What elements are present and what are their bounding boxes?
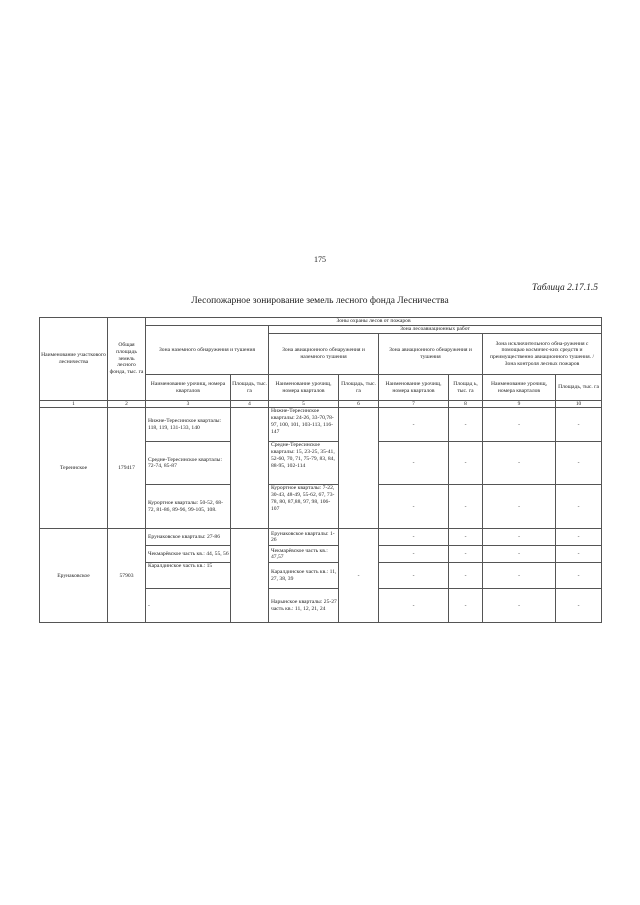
aviation-ground-area-cell: - — [339, 529, 379, 623]
column-number: 2 — [108, 401, 146, 408]
area-cell: 179417 — [108, 408, 146, 529]
header-aviation-zone: Зона авиационного обнаружения и тушения — [379, 334, 483, 375]
dash-cell: - — [556, 563, 602, 589]
aviation-ground-cell: Ерунаковское кварталы: 1-26 — [269, 529, 339, 546]
ground-zone-cell: Средне-Тересинское кварталы: 72-74, 85-87 — [146, 442, 231, 485]
ground-zone-cell: Чекмарёвское часть кв.: 44, 55, 56 — [146, 546, 231, 563]
header-sub-names: Наименование урочищ, номера кварталов — [379, 375, 449, 401]
aviation-ground-cell: Нарынское кварталы: 25-27 часть кв.: 11, 12, 21, 24 — [269, 589, 339, 623]
fire-zoning-table — [39, 317, 602, 623]
header-sub-area: Площадь, тыс. га — [231, 375, 269, 401]
dash-cell: - — [379, 408, 449, 442]
table-label: Таблица 2.17.1.5 — [532, 283, 598, 293]
dash-cell: - — [449, 589, 483, 623]
dash-cell: - — [556, 442, 602, 485]
header-sub-names: Наименование урочищ, номера кварталов — [146, 375, 231, 401]
table-row — [40, 529, 602, 546]
dash-cell: - — [379, 485, 449, 529]
header-aviation-ground-zone: Зона авиационного обнаружения и наземного тушения — [269, 334, 379, 375]
ground-area-cell — [231, 529, 269, 623]
column-number: 9 — [483, 401, 556, 408]
dash-cell: - — [449, 529, 483, 546]
dash-cell: - — [556, 546, 602, 563]
dash-cell: - — [379, 589, 449, 623]
column-number: 8 — [449, 401, 483, 408]
header-sub-names: Наименование урочищ, номера кварталов — [483, 375, 556, 401]
header-sub-names: Наименование урочищ, номера кварталов — [269, 375, 339, 401]
dash-cell: - — [556, 485, 602, 529]
column-number: 5 — [269, 401, 339, 408]
aviation-ground-cell: Курортное кварталы: 7-22, 30-43, 48-49, 55-62, 67, 73-78, 80, 87,88, 97, 98, 106-107 — [269, 485, 339, 529]
column-number: 7 — [379, 401, 449, 408]
header-space-zone: Зона исключительного обна-ружения с помощью космичес-ких средств и преимущественно авиационного тушения. / Зона контроля лесных пожаров — [483, 334, 602, 375]
ground-zone-cell: - — [146, 589, 231, 623]
ground-area-cell — [231, 408, 269, 529]
ground-zone-cell: Нижне-Тересинское кварталы: 118, 119, 131-133, 140 — [146, 408, 231, 442]
aviation-ground-cell: Каралдинское часть кв.: 11, 27, 38, 39 — [269, 563, 339, 589]
dash-cell: - — [483, 589, 556, 623]
header-sub-area: Площад ь, тыс. га — [449, 375, 483, 401]
dash-cell: - — [483, 442, 556, 485]
header-ground-zone: Зона наземного обнаружения и тушения — [146, 326, 269, 375]
dash-cell: - — [483, 546, 556, 563]
dash-cell: - — [449, 408, 483, 442]
dash-cell: - — [449, 563, 483, 589]
area-cell: 57903 — [108, 529, 146, 623]
dash-cell: - — [483, 563, 556, 589]
forestry-name-cell: Ерунаковское — [40, 529, 108, 623]
dash-cell: - — [556, 589, 602, 623]
header-sub-area: Площадь, тыс. га — [556, 375, 602, 401]
header-total-area: Общая площадь земель лесного фонда, тыс. га — [108, 318, 146, 401]
header-forestry-name: Наименование участкового лесничества — [40, 318, 108, 401]
aviation-ground-cell: Нижне-Тересинское кварталы: 24-26, 33-70,78-97, 100, 101, 103-113, 116-147 — [269, 408, 339, 442]
dash-cell: - — [379, 563, 449, 589]
aviation-ground-cell: Средне-Тересинское кварталы: 15, 23-25, 35-41, 52-60, 70, 71, 75-79, 83, 84, 88-95, 102-114 — [269, 442, 339, 485]
aviation-ground-area-cell — [339, 408, 379, 529]
ground-zone-cell: Ерунаковское кварталы: 27-86 — [146, 529, 231, 546]
dash-cell: - — [379, 529, 449, 546]
column-number: 4 — [231, 401, 269, 408]
dash-cell: - — [483, 529, 556, 546]
dash-cell: - — [556, 408, 602, 442]
dash-cell: - — [483, 485, 556, 529]
ground-zone-cell: Каралдинское часть кв.: 15 — [146, 563, 231, 589]
dash-cell: - — [379, 546, 449, 563]
header-aviation-zones: Зона лесоавиационных работ — [269, 326, 602, 334]
dash-cell: - — [556, 529, 602, 546]
forestry-name-cell: Тереинское — [40, 408, 108, 529]
dash-cell: - — [449, 485, 483, 529]
dash-cell: - — [449, 546, 483, 563]
column-number: 1 — [40, 401, 108, 408]
aviation-ground-cell: Чекмарёвское часть кв.: 47,57 — [269, 546, 339, 563]
dash-cell: - — [379, 442, 449, 485]
page-number: 175 — [314, 255, 326, 264]
dash-cell: - — [483, 408, 556, 442]
table-title: Лесопожарное зонирование земель лесного фонда Лесничества — [191, 296, 449, 306]
dash-cell: - — [449, 442, 483, 485]
column-number: 10 — [556, 401, 602, 408]
column-number: 6 — [339, 401, 379, 408]
column-number: 3 — [146, 401, 231, 408]
table-row — [40, 408, 602, 442]
ground-zone-cell: Курортное кварталы: 50-52, 68-72, 81-86, 89-96, 99-105, 108. — [146, 485, 231, 529]
header-sub-area: Площадь, тыс. га — [339, 375, 379, 401]
header-protection-zones: Зоны охраны лесов от пожаров — [146, 318, 602, 326]
